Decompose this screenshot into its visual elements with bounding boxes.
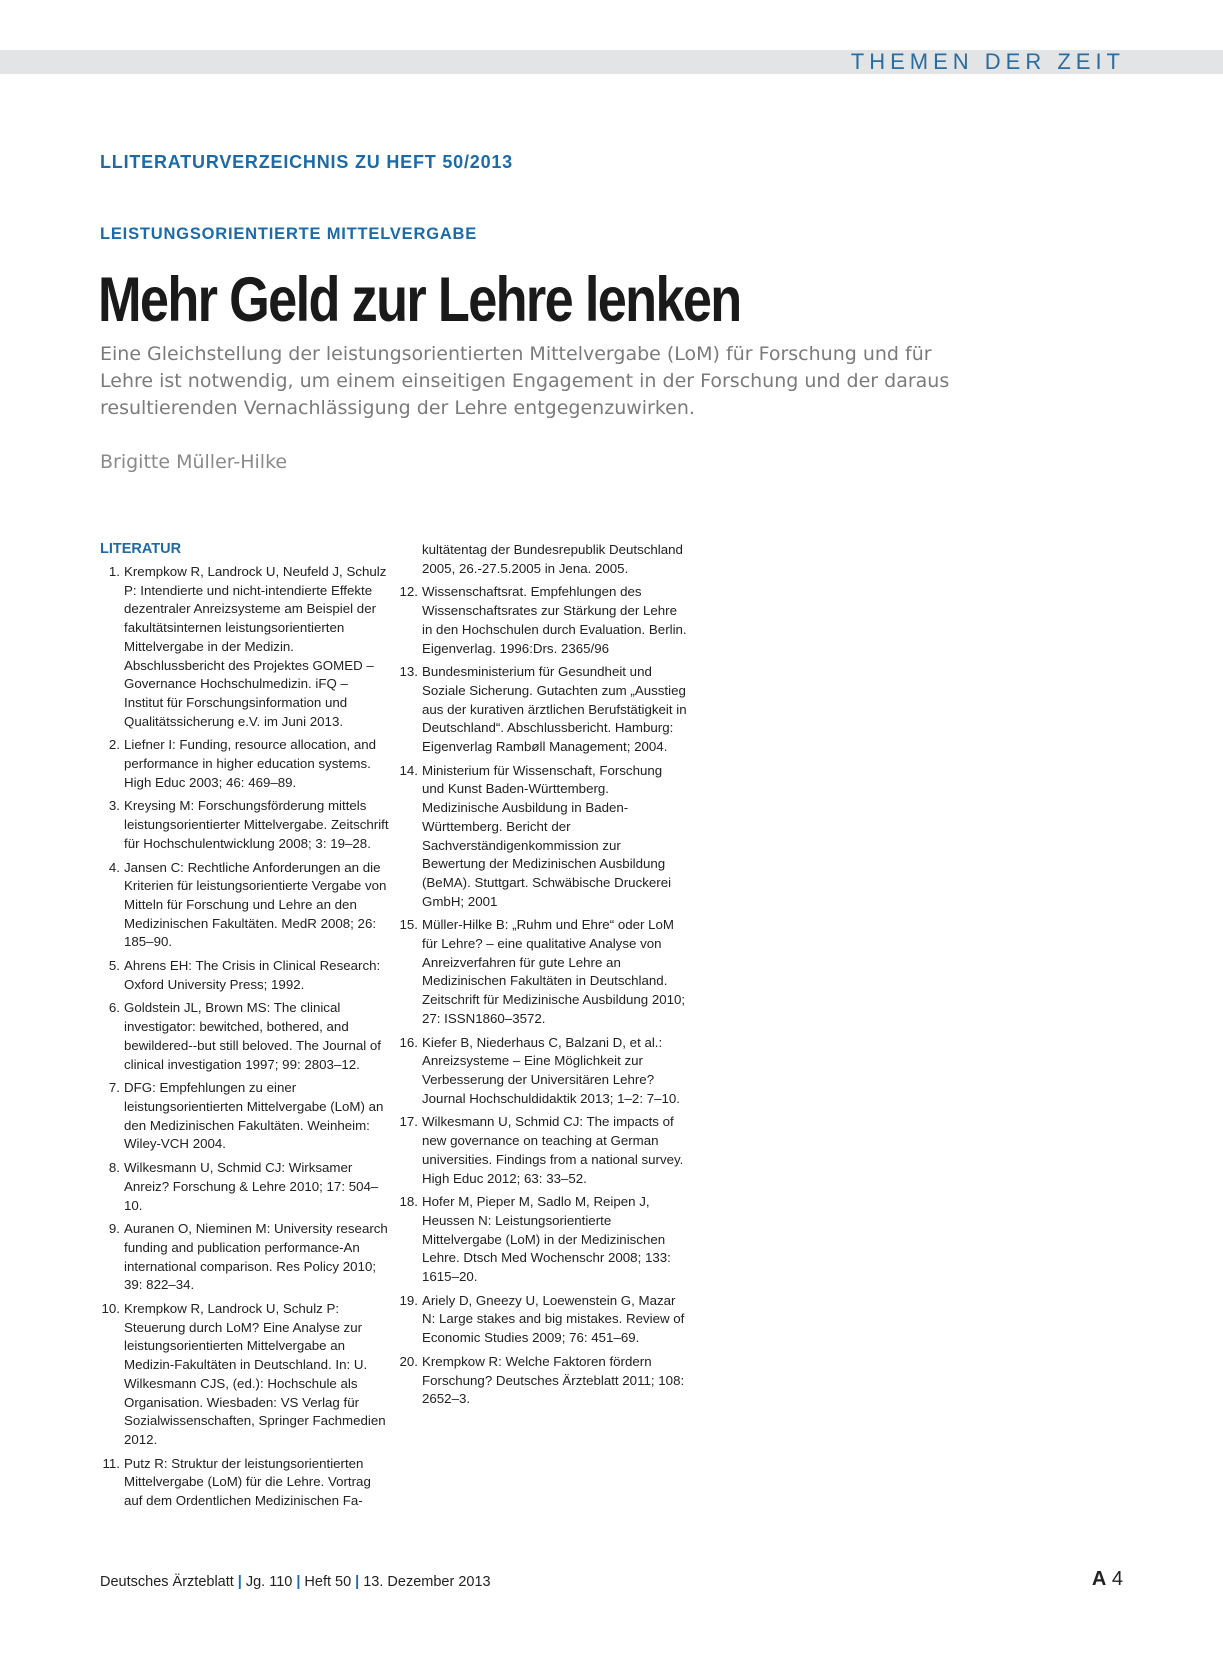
- reference-text: DFG: Empfehlungen zu einer leistungsorientierten Mittelvergabe (LoM) an den Medizinischen Fakultäten. Weinheim: Wiley-VCH 2004.: [124, 1080, 384, 1152]
- reference-item: [398, 1353, 688, 1409]
- reference-item: [100, 1159, 390, 1215]
- reference-number: 5.: [108, 958, 120, 974]
- reference-number: 1.: [108, 564, 120, 579]
- reference-item: [398, 1193, 688, 1287]
- reference-item: [100, 957, 390, 994]
- reference-number: 18.: [399, 1194, 418, 1210]
- topic-kicker: LEISTUNGSORIENTIERTE MITTELVERGABE: [100, 225, 478, 243]
- references-column-1: [100, 541, 390, 1516]
- reference-number: 6.: [108, 1000, 120, 1016]
- reference-item: [398, 1034, 688, 1109]
- footer-date: 13. Dezember 2013: [363, 1574, 491, 1590]
- reference-text: Wilkesmann U, Schmid CJ: Wirksamer Anreiz? Forschung & Lehre 2010; 17: 504–10.: [124, 1160, 379, 1213]
- reference-item: [100, 797, 390, 853]
- reference-text: Bundesministerium für Gesundheit und Soziale Sicherung. Gutachten zum „Ausstieg aus der kurativen ärztlichen Berufstätigkeit in Deutschland“. Abschlussbericht. Hamburg: Eigenverlag Rambøll Management; 2004.: [422, 664, 687, 755]
- reference-text: Goldstein JL, Brown MS: The clinical investigator: bewitched, bothered, and bewildered--but still beloved. The Journal of clinical investigation 1997; 99: 2803–12.: [124, 1000, 381, 1072]
- footer-separator: |: [296, 1574, 301, 1590]
- reference-number: 16.: [399, 1034, 418, 1050]
- page-number-value: 4: [1111, 1568, 1123, 1590]
- reference-item: [100, 1300, 390, 1450]
- reference-text: Ahrens EH: The Crisis in Clinical Research: Oxford University Press; 1992.: [124, 958, 381, 992]
- reference-item: [100, 1220, 390, 1295]
- footer-volume: Jg. 110: [245, 1574, 293, 1590]
- reference-item: [398, 1292, 688, 1348]
- reference-text: Jansen C: Rechtliche Anforderungen an die Kriterien für leistungsorientierte Vergabe von Mitteln für Forschung und Lehre an den Medizinischen Fakultäten. MedR 2008; 26: 185–90.: [124, 859, 387, 950]
- page-prefix: A: [1091, 1568, 1107, 1590]
- reference-text: Hofer M, Pieper M, Sadlo M, Reipen J, Heussen N: Leistungsorientierte Mittelvergabe (LoM) in der Medizinischen Lehre. Dtsch Med Wochenschr 2008; 133: 1615–20.: [422, 1194, 671, 1285]
- reference-number: 13.: [399, 664, 418, 680]
- reference-item: [100, 999, 390, 1074]
- reference-number: 10.: [101, 1301, 120, 1317]
- reference-item: [398, 1113, 688, 1188]
- reference-number: 8.: [108, 1160, 120, 1176]
- issue-kicker: LLITERATURVERZEICHNIS ZU HEFT 50/2013: [100, 152, 513, 172]
- reference-number: 4.: [108, 859, 120, 875]
- reference-item: [398, 583, 688, 658]
- reference-number: 2.: [108, 737, 120, 753]
- reference-number: 14.: [399, 762, 418, 778]
- reference-text: Krempkow R, Landrock U, Schulz P: Steuerung durch LoM? Eine Analyse zur leistungsorientierten Mittelvergabe an Medizin-Fakultäten in Deutschland. In: U. Wilkesmann CJS, (ed.): Hochschule als Organisation. Wiesbaden: VS Verlag für Sozialwissenschaften, Springer Fachmedien 2012.: [124, 1301, 386, 1447]
- page-number: [1092, 1568, 1123, 1591]
- reference-text: Auranen O, Nieminen M: University research funding and publication performance-An international comparison. Res Policy 2010; 39: 822–34.: [124, 1221, 388, 1293]
- reference-item: [398, 663, 688, 757]
- reference-number: 9.: [108, 1221, 120, 1237]
- reference-item: [100, 1455, 390, 1511]
- reference-item: [100, 859, 390, 953]
- reference-text: Kiefer B, Niederhaus C, Balzani D, et al.: Anreizsysteme – Eine Möglichkeit zur Verbesserung der Universitären Lehre? Journal Hochschuldidaktik 2013; 1–2: 7–10.: [422, 1034, 680, 1106]
- reference-continuation: kultätentag der Bundesrepublik Deutschland 2005, 26.-27.5.2005 in Jena. 2005.: [422, 542, 683, 576]
- reference-text: Krempkow R: Welche Faktoren fördern Forschung? Deutsches Ärzteblatt 2011; 108: 2652–3.: [422, 1353, 685, 1407]
- section-label: THEMEN DER ZEIT: [850, 49, 1125, 74]
- footer-separator: |: [355, 1574, 360, 1590]
- reference-text: Kreysing M: Forschungsförderung mittels leistungsorientierter Mittelvergabe. Zeitschrift für Hochschulentwicklung 2008; 3: 19–28.: [124, 798, 389, 851]
- reference-item: [100, 563, 390, 731]
- reference-text: Putz R: Struktur der leistungsorientierten Mittelvergabe (LoM) für die Lehre. Vortrag auf dem Ordentlichen Medizinischen Fa-: [124, 1455, 371, 1509]
- references-column-2: [398, 541, 688, 1414]
- reference-text: Wissenschaftsrat. Empfehlungen des Wissenschaftsrates zur Stärkung der Lehre in den Hochschulen durch Evaluation. Berlin. Eigenverlag. 1996:Drs. 2365/96: [422, 584, 687, 656]
- reference-text: Ministerium für Wissenschaft, Forschung und Kunst Baden-Württemberg. Medizinische Ausbildung in Baden-Württemberg. Bericht der Sachverständigenkommission zur Bewertung der Medizinischen Ausbildung (BeMA). Stuttgart. Schwäbische Druckerei GmbH; 2001: [422, 762, 672, 909]
- reference-number: 20.: [399, 1353, 418, 1369]
- reference-item: [100, 1079, 390, 1154]
- lead-paragraph: Eine Gleichstellung der leistungsorientierten Mittelvergabe (LoM) für Forschung und für Lehre ist notwendig, um einem einseitigen Engagement in der Forschung und der daraus resultierenden Vernachlässigung der Lehre entgegenzuwirken.: [100, 343, 950, 419]
- footer-issue: Heft 50: [304, 1574, 352, 1590]
- reference-number: 11.: [102, 1455, 120, 1471]
- reference-number: 12.: [399, 584, 418, 600]
- footer-separator: |: [237, 1574, 242, 1590]
- reference-number: 19.: [399, 1292, 418, 1308]
- reference-number: 3.: [108, 798, 120, 814]
- footer-journal: Deutsches Ärzteblatt: [100, 1574, 234, 1590]
- reference-number: 15.: [399, 917, 418, 933]
- reference-text: Ariely D, Gneezy U, Loewenstein G, Mazar N: Large stakes and big mistakes. Review of Economic Studies 2009; 76: 451–69.: [422, 1292, 685, 1346]
- reference-text: Liefner I: Funding, resource allocation, and performance in higher education systems. High Educ 2003; 46: 469–89.: [124, 737, 377, 790]
- reference-text: Wilkesmann U, Schmid CJ: The impacts of new governance on teaching at German universities. Findings from a national survey. High Educ 2012; 63: 33–52.: [422, 1114, 684, 1186]
- author-name: Brigitte Müller-Hilke: [100, 451, 288, 473]
- reference-number: 7.: [108, 1080, 120, 1096]
- reference-item: [398, 916, 688, 1028]
- references-heading: LITERATUR: [100, 541, 182, 557]
- footer: [100, 1574, 491, 1590]
- reference-text: Müller-Hilke B: „Ruhm und Ehre“ oder LoM für Lehre? – eine qualitative Analyse von Anreizverfahren für gute Lehre an Medizinischen Fakultäten in Deutschland. Zeitschrift für Medizinische Ausbildung 2010; 27: ISSN1860–3572.: [422, 917, 686, 1026]
- reference-number: 17.: [399, 1114, 418, 1130]
- headline: Mehr Geld zur Lehre lenken: [98, 265, 741, 335]
- reference-item: [100, 736, 390, 792]
- reference-text: Krempkow R, Landrock U, Neufeld J, Schulz P: Intendierte und nicht-intendierte Effekte dezentraler Anreizsysteme am Beispiel der fakultätsinternen leistungsorientierten Mittelvergabe in der Medizin. Abschlussbericht des Projektes GOMED – Governance Hochschulmedizin. iFQ – Institut für Forschungsinformation und Qualitätssicherung e.V. im Juni 2013.: [124, 564, 387, 729]
- reference-item: [398, 762, 688, 912]
